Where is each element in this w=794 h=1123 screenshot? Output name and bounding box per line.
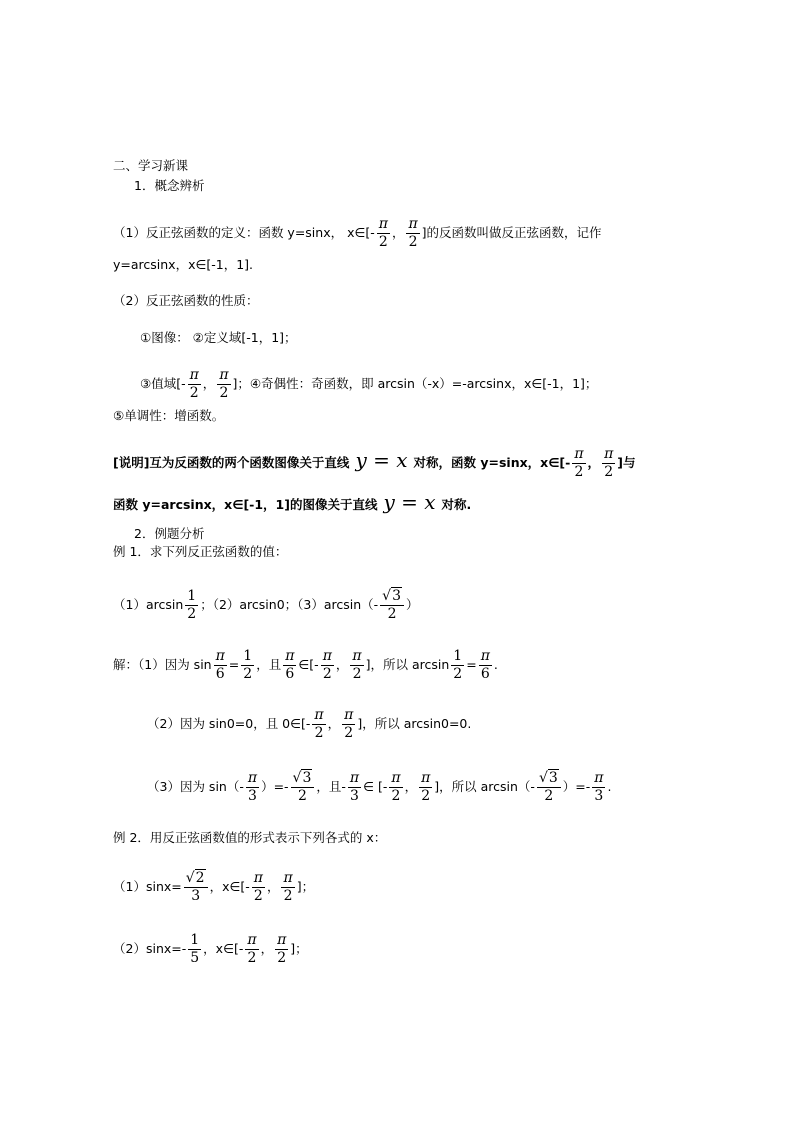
subsection-concept: 1．概念辨析 [134, 178, 205, 193]
example-1-solution-3: （3）因为 sin（- $\frac{\pi}{3}$ ）=- $\frac{√3}{2}$ ，且- $\frac{\pi}{3}$ ∈ [- $\frac{\pi}{2}$ ， $\frac{\pi}{2}$ ]，所以 arcsin（- $\frac{√3}{2}$ ）=- $\frac{\pi}{3}$ . [147, 770, 612, 804]
fraction-pi-over-6: $\frac{\pi}{6}$ [480, 648, 490, 682]
fraction-pi-over-3: $\frac{\pi}{3}$ [247, 770, 258, 804]
fraction-pi-over-2: $\frac{\pi}{2}$ [408, 216, 418, 250]
fraction-pi-over-3: $\frac{\pi}{3}$ [349, 770, 360, 804]
property-5: ⑤单调性：增函数。 [113, 408, 225, 423]
fraction-pi-over-2: $\frac{\pi}{2}$ [189, 367, 199, 401]
fraction-pi-over-2: $\frac{\pi}{2}$ [247, 932, 257, 966]
definition-line-2: y=arcsinx，x∈[-1，1]. [113, 257, 254, 272]
example-2-question-1: （1）sinx= $\frac{√2}{3}$ ，x∈[- $\frac{\pi}{2}$ ， $\frac{\pi}{2}$ ]； [113, 870, 315, 904]
fraction-pi-over-2: $\frac{\pi}{2}$ [253, 870, 263, 904]
fraction-sqrt3-over-2: $\frac{√3}{2}$ [537, 770, 561, 805]
subsection-examples: 2．例题分析 [134, 526, 205, 541]
fraction-sqrt3-over-2: $\frac{√3}{2}$ [291, 770, 315, 805]
fraction-pi-over-2: $\frac{\pi}{2}$ [219, 367, 229, 401]
definition-text-b: ]的反函数叫做反正弦函数，记作 [421, 225, 602, 240]
section-heading: 二、学习新课 [113, 158, 189, 173]
property-1-2: ①图像： ②定义域[-1，1]； [140, 330, 297, 345]
definition-text-a: （1）反正弦函数的定义：函数 y=sinx， x∈[- [113, 225, 375, 240]
fraction-pi-over-2: $\frac{\pi}{2}$ [322, 648, 332, 682]
example-2-title: 例 2．用反正弦函数值的形式表示下列各式的 x： [113, 830, 387, 845]
property-3-4: ③值域[- $\frac{\pi}{2}$ ， $\frac{\pi}{2}$ ]；④奇偶性：奇函数，即 arcsin（-x）=-arcsinx，x∈[-1，1]； [140, 367, 598, 401]
fraction-1-over-2: $\frac{1}{2}$ [453, 648, 463, 682]
fraction-1-over-5: $\frac{1}{5}$ [190, 932, 200, 966]
fraction-sqrt3-over-2: $\frac{√3}{2}$ [380, 588, 404, 623]
example-1-questions: （1）arcsin $\frac{1}{2}$ ；（2）arcsin0；（3）arcsin（- $\frac{√3}{2}$ ） [113, 588, 419, 622]
fraction-pi-over-2: $\frac{\pi}{2}$ [314, 707, 324, 741]
fraction-pi-over-2: $\frac{\pi}{2}$ [283, 870, 293, 904]
fraction-pi-over-2: $\frac{\pi}{2}$ [391, 770, 401, 804]
fraction-pi-over-2: $\frac{\pi}{2}$ [574, 446, 584, 480]
properties-title: （2）反正弦函数的性质： [113, 293, 259, 308]
fraction-pi-over-2: $\frac{\pi}{2}$ [378, 216, 388, 250]
fraction-1-over-2: $\frac{1}{2}$ [187, 588, 197, 622]
fraction-pi-over-2: $\frac{\pi}{2}$ [277, 932, 287, 966]
equation-y-equals-x: y = x [383, 490, 436, 514]
note-line-1: [说明]互为反函数的两个函数图像关于直线 y = x 对称，函数 y=sinx，x∈[- $\frac{\pi}{2}$ ， $\frac{\pi}{2}$ ]与 [113, 446, 636, 480]
definition-line: （1）反正弦函数的定义：函数 y=sinx， x∈[- $\frac{\pi}{2}$ ， $\frac{\pi}{2}$ ]的反函数叫做反正弦函数，记作 [113, 216, 602, 250]
fraction-pi-over-6: $\frac{\pi}{6}$ [285, 648, 295, 682]
fraction-pi-over-2: $\frac{\pi}{2}$ [344, 707, 354, 741]
fraction-pi-over-2: $\frac{\pi}{2}$ [604, 446, 614, 480]
fraction-1-over-2: $\frac{1}{2}$ [243, 648, 253, 682]
fraction-pi-over-2: $\frac{\pi}{2}$ [352, 648, 362, 682]
fraction-pi-over-3: $\frac{\pi}{3}$ [594, 770, 604, 804]
fraction-sqrt2-over-3: $\frac{√2}{3}$ [184, 870, 208, 905]
example-1-title: 例 1．求下列反正弦函数的值： [113, 544, 288, 559]
example-1-solution-1: 解：（1）因为 sin $\frac{\pi}{6}$ = $\frac{1}{2}$ ，且 $\frac{\pi}{6}$ ∈[- $\frac{\pi}{2}$ ， $\frac{\pi}{2}$ ]，所以 arcsin $\frac{1}{2}$ = $\frac{\pi}{6}$ . [113, 648, 498, 682]
note-line-2: 函数 y=arcsinx，x∈[-1，1]的图像关于直线 y = x 对称. [113, 490, 472, 514]
example-2-question-2: （2）sinx=- $\frac{1}{5}$ ，x∈[- $\frac{\pi}{2}$ ， $\frac{\pi}{2}$ ]； [113, 932, 308, 966]
fraction-pi-over-6: $\frac{\pi}{6}$ [215, 648, 225, 682]
example-1-solution-2: （2）因为 sin0=0，且 0∈[- $\frac{\pi}{2}$ ， $\frac{\pi}{2}$ ]，所以 arcsin0=0. [147, 707, 472, 741]
fraction-pi-over-2: $\frac{\pi}{2}$ [421, 770, 431, 804]
equation-y-equals-x: y = x [355, 448, 408, 472]
